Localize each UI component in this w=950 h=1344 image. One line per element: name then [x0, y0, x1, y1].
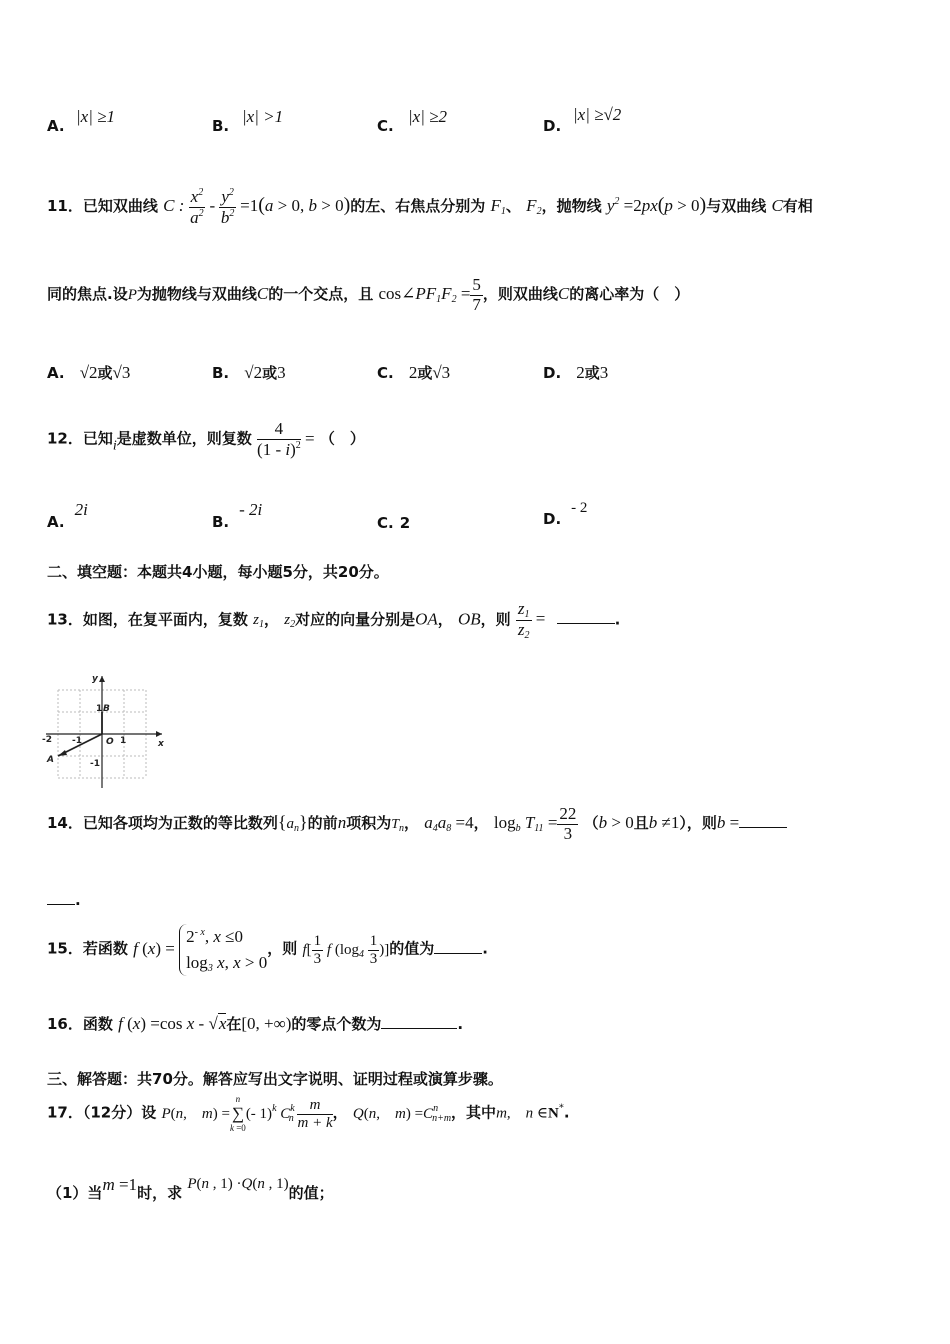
label-a: A — [47, 755, 54, 765]
q14-continuation: . — [47, 890, 81, 909]
q10-option-b-label: B. — [212, 117, 230, 135]
q10-option-d-math: |x| ≥√2 — [573, 105, 622, 124]
section-2-heading: 二、填空题：本题共4小题，每小题5分，共20分。 — [47, 563, 389, 581]
vector-oa-arrow — [58, 750, 67, 756]
section-3-heading: 三、解答题：共70分。解答应写出文字说明、证明过程或演算步骤。 — [47, 1070, 503, 1088]
q12-option-c: C. 2 — [377, 514, 411, 532]
label-neg2: -2 — [42, 735, 52, 745]
label-x: x — [158, 739, 164, 749]
q10-option-d-label: D. — [543, 117, 562, 135]
q15-question: 15．若函数 f (x) = $2^{- x}$, x ≤0 $\log_3 x$, x > 0 ，则 f[ $\frac{1}{3}$ f ($\log_4$ $\frac{1}{3}$ )]的值为 . — [47, 924, 488, 976]
y-axis-arrow — [99, 676, 105, 682]
x-axis-arrow — [156, 731, 162, 737]
label-neg1-y: -1 — [90, 759, 100, 769]
q13-complex-plane-figure — [40, 672, 170, 790]
label-one-x: 1 — [120, 736, 127, 746]
q11-option-b: B. √2或3 — [212, 363, 286, 382]
q11-question-line2: 同的焦点.设P为抛物线与双曲线C的一个交点，且 $\cos\angle PF_1F_2$ = $\frac{5}{7}$ ，则双曲线C的离心率为（ ） — [47, 275, 690, 314]
q11-question-line1: 11．已知双曲线 C : $\frac{x^2}{a^2}$ - $\frac{y^2}{b^2}$ =1(a > 0, b > 0)的左、右焦点分别为 $F_1$、 $F_2$，抛物线 $y^2 =2px(p > 0)$与双曲线 C有相 — [47, 187, 813, 227]
label-y: y — [92, 674, 98, 684]
q11-option-d: D. 2或3 — [543, 363, 609, 382]
q10-option-a-math: |x| ≥1 — [76, 107, 115, 126]
q12-option-b: B.- 2i — [212, 500, 263, 531]
q12-option-a: A.2i — [47, 500, 88, 531]
q17-part1: （1）当m =1时，求 P(n , 1) ·Q(n , 1)的值； — [47, 1175, 334, 1202]
q10-option-c-math: |x| ≥2 — [408, 107, 447, 126]
q10-option-a-label: A. — [47, 117, 65, 135]
q11-option-a: A. √2或√3 — [47, 363, 131, 382]
q11-option-c: C. 2或√3 — [377, 363, 451, 382]
q12-option-d: D.- 2 — [543, 500, 588, 528]
label-b: B — [103, 704, 110, 714]
q10-option-b-math: |x| >1 — [242, 107, 284, 126]
q14-question: 14．已知各项均为正数的等比数列$\{a_n\}$的前n项积为$T_n$， $a_4a_8 =4$， $\log_b T_{11}$ = $\frac{22}{3}$ （b > 0且b ≠1），则b = — [47, 805, 787, 843]
label-neg1-x: -1 — [72, 736, 82, 746]
q12-question: 12．已知i是虚数单位，则复数 $\frac{4}{(1 - i)^2}$ = （ ） — [47, 419, 365, 459]
label-o: O — [106, 737, 114, 747]
q16-question: 16．函数 f (x) =cos x - √x在[0, +∞)的零点个数为 . — [47, 1014, 464, 1033]
q10-option-c-label: C. — [377, 117, 394, 135]
q13-question: 13．如图，在复平面内，复数 $z_1$， $z_2$对应的向量分别是OA， OB，则 $\frac{z_1}{z_2}$ = . — [47, 599, 621, 641]
q17-question: 17．（12分）设 P(n, m) = n ∑ k =0 (- 1)$^k$ $C^k_n$ $\frac{m}{m + k}$ ， Q(n, $m) =C^n_{n+m}$，其中m, n ∈N*. — [47, 1094, 570, 1133]
label-one-y: 1 — [96, 704, 103, 714]
